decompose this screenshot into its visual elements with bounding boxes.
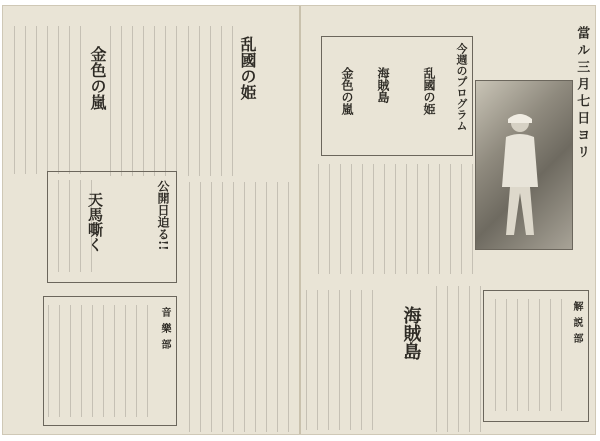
commentary-heading: 解説部 <box>571 301 582 349</box>
pirate-island-title: 海賊島 <box>400 306 422 360</box>
program-leaflet <box>2 5 596 435</box>
film-synopsis <box>315 164 473 274</box>
pirate-island-credits <box>433 286 481 432</box>
synopsis-columns <box>107 26 177 176</box>
commentary-box <box>483 290 589 422</box>
film-credits <box>303 290 373 430</box>
commentary-members <box>488 299 562 411</box>
program-film-1: 乱國の姫 <box>422 67 436 115</box>
story-text <box>179 182 289 432</box>
date-header: 當ル三月七日ヨリ <box>574 26 590 162</box>
weekly-program-box <box>321 36 473 156</box>
coming-soon-label: 公開日迫る!! <box>156 180 170 251</box>
program-heading: 今週のプログラム <box>455 43 468 131</box>
ranka-hime-title: 乱國の姫 <box>238 36 257 100</box>
left-credits <box>11 26 81 174</box>
music-box <box>43 296 177 426</box>
coming-soon-box <box>47 171 177 283</box>
ranka-hime-credits <box>183 26 233 176</box>
center-fold <box>299 6 301 434</box>
program-film-3: 金色の嵐 <box>340 67 354 115</box>
tenma-inanaku-title: 天馬嘶く <box>86 192 104 252</box>
photo-panel <box>475 20 595 278</box>
kinshoku-no-arashi-title: 金色の嵐 <box>88 46 107 110</box>
music-members <box>48 305 148 417</box>
program-film-2: 海賊島 <box>376 67 390 103</box>
coming-soon-cast <box>52 180 92 272</box>
actor-figure <box>476 81 572 249</box>
music-heading: 音樂部 <box>159 307 170 355</box>
actor-photo <box>475 80 573 250</box>
